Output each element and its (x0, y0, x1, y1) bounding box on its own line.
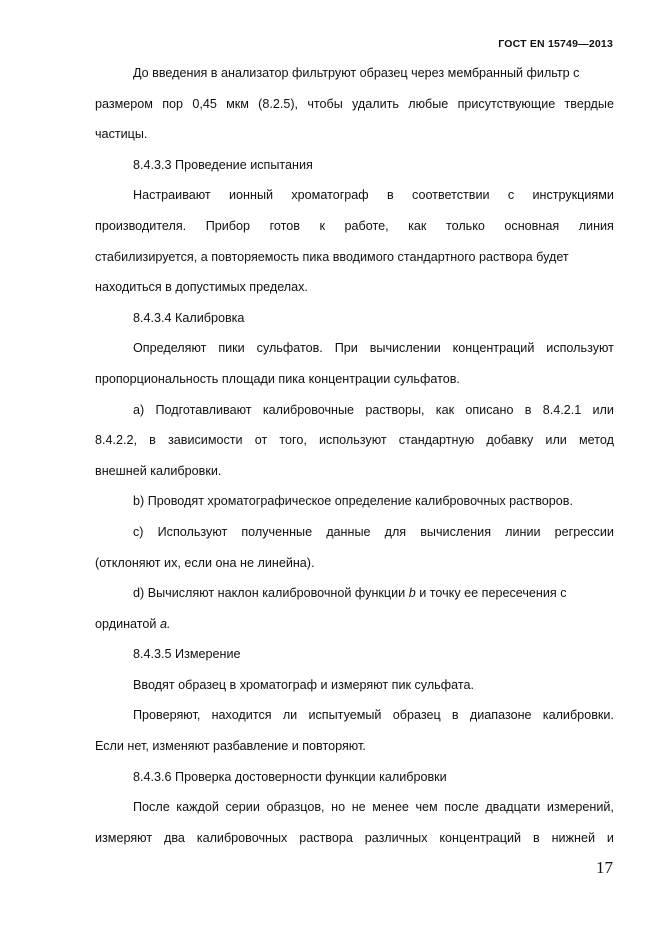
text-line (95, 700, 614, 731)
word: сульфатов. (256, 341, 323, 356)
word: или (545, 433, 567, 448)
word: в (386, 188, 394, 203)
word: Подготавливают (155, 402, 252, 417)
word: менее (372, 800, 409, 815)
word: Определяют (133, 341, 207, 356)
word: нижней (551, 830, 595, 845)
word: удалить (352, 96, 399, 111)
word: растворы, (365, 402, 425, 417)
word: зависимости (168, 433, 243, 448)
word: два (163, 830, 185, 845)
word: 8.4.2.1 (542, 402, 582, 417)
word: для (384, 524, 407, 539)
word: диапазоне (469, 708, 532, 723)
word: серии (225, 800, 260, 815)
word: с) (133, 524, 144, 539)
word: полученные (241, 524, 313, 539)
word: инструкциями (532, 188, 614, 203)
word: данные (326, 524, 371, 539)
word: При (334, 341, 358, 356)
word: ионный (229, 188, 274, 203)
word: метод (578, 433, 614, 448)
word: твердые (564, 96, 614, 111)
text-line: Вводят образец в хроматограф и измеряют пик сульфата. (133, 677, 474, 692)
word: вычислении (369, 341, 441, 356)
text-line (95, 211, 614, 242)
word: пор (162, 96, 184, 111)
word: мкм (226, 96, 249, 111)
word: присутствующие (457, 96, 556, 111)
variable-b: b (408, 586, 416, 601)
word: находится (211, 708, 272, 723)
text-line: (отклоняют их, если она не линейна). (95, 555, 315, 570)
word: как (435, 402, 455, 417)
text-line (95, 823, 614, 854)
word: основная (504, 218, 560, 233)
word: используют (318, 433, 387, 448)
word: различных (364, 830, 428, 845)
word: концентраций (452, 341, 535, 356)
word: в (532, 830, 540, 845)
word: Настраивают (133, 188, 211, 203)
word: к (319, 218, 325, 233)
word: испытуемый (308, 708, 382, 723)
variable-a: а. (159, 616, 171, 631)
word: после (444, 800, 479, 815)
word: от (254, 433, 268, 448)
text-line (95, 609, 614, 640)
word: описано (465, 402, 514, 417)
list-item-c (95, 517, 614, 548)
word: добавку (486, 433, 534, 448)
section-heading-8-4-3-3: 8.4.3.3 Проведение испытания (133, 157, 313, 172)
word: образец (392, 708, 441, 723)
word: готов (269, 218, 300, 233)
word: работе, (344, 218, 389, 233)
word: вычисления (420, 524, 492, 539)
text-line (95, 333, 614, 364)
word: соответствии (412, 188, 490, 203)
document-body (95, 58, 614, 853)
word: размером (95, 96, 153, 111)
text-line: находиться в допустимых пределах. (95, 280, 308, 295)
word: хроматограф (291, 188, 369, 203)
text-fragment: d) Вычисляют наклон калибровочной функции (133, 586, 406, 601)
word: стандартную (398, 433, 475, 448)
word: любые (408, 96, 449, 111)
text-line (95, 89, 614, 120)
word: После (133, 800, 170, 815)
text-line: Если нет, изменяют разбавление и повторяют. (95, 739, 366, 754)
word: (8.2.5), (258, 96, 299, 111)
list-item-b: b) Проводят хроматографическое определение калибровочных растворов. (133, 494, 573, 509)
text-line: До введения в анализатор фильтруют образец через мембранный фильтр с (133, 66, 580, 80)
list-item-d (95, 578, 614, 609)
list-item-a (95, 395, 614, 426)
word: в (524, 402, 532, 417)
word: линия (578, 218, 614, 233)
word: но (331, 800, 346, 815)
word: двадцати (485, 800, 541, 815)
section-heading-8-4-3-5: 8.4.3.5 Измерение (133, 647, 241, 662)
text-line (95, 792, 614, 823)
word: или (592, 402, 614, 417)
word: калибровочные (262, 402, 355, 417)
word: с (507, 188, 515, 203)
word: в (149, 433, 156, 448)
text-line (95, 180, 614, 211)
word: 0,45 (192, 96, 217, 111)
text-line (95, 425, 614, 456)
word: производителя. (95, 218, 187, 233)
word: в (451, 708, 459, 723)
word: калибровочных (196, 830, 288, 845)
word: регрессии (554, 524, 614, 539)
word: как (408, 218, 427, 233)
word: Прибор (205, 218, 251, 233)
text-line: стабилизируется, а повторяемость пика вводимого стандартного раствора будет (95, 249, 569, 264)
text-line: пропорциональность площади пика концентрации сульфатов. (95, 371, 460, 386)
text-line: частицы. (95, 127, 148, 142)
word: Проверяют, (133, 708, 201, 723)
word: чтобы (307, 96, 343, 111)
page-number: 17 (596, 858, 613, 877)
word: калибровки. (542, 708, 614, 723)
word: линии (505, 524, 541, 539)
word: пики (218, 341, 245, 356)
word: образцов, (266, 800, 325, 815)
word: каждой (176, 800, 219, 815)
word: 8.4.2.2, (95, 433, 138, 448)
text-fragment: и точку ее пересечения с (419, 586, 567, 601)
word: не (351, 800, 366, 815)
word: используют (546, 341, 614, 356)
word: и (606, 830, 614, 845)
text-fragment: ординатой (95, 616, 157, 631)
word: измерений, (546, 800, 614, 815)
word: Используют (157, 524, 228, 539)
section-heading-8-4-3-4: 8.4.3.4 Калибровка (133, 310, 245, 325)
word: концентраций (439, 830, 522, 845)
word: только (445, 218, 485, 233)
word: раствора (299, 830, 353, 845)
word: измеряют (95, 830, 153, 845)
document-standard-header: ГОСТ EN 15749—2013 (498, 38, 613, 50)
word: а) (133, 402, 145, 417)
word: чем (415, 800, 438, 815)
word: ли (282, 708, 298, 723)
text-line: внешней калибровки. (95, 463, 222, 478)
word: того, (279, 433, 307, 448)
section-heading-8-4-3-6: 8.4.3.6 Проверка достоверности функции калибровки (133, 769, 447, 784)
